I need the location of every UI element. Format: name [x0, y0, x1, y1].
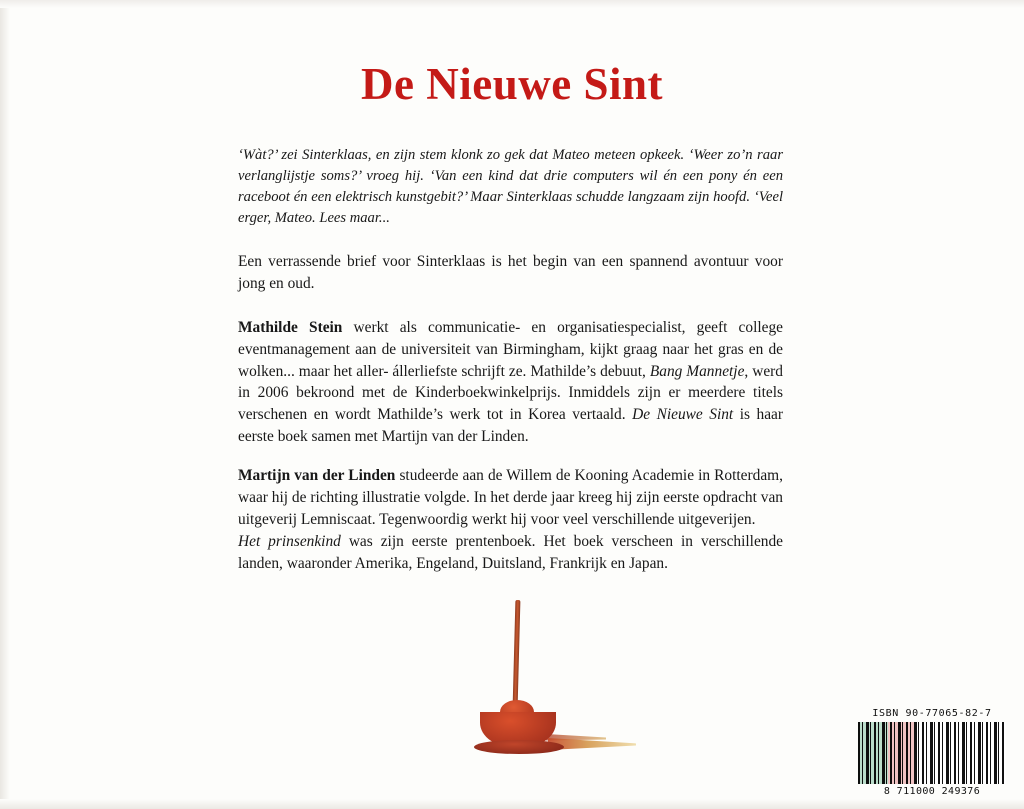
staff-icon: [513, 600, 521, 708]
author1-work-1: Bang Mannetje: [649, 362, 745, 380]
scan-edge-bottom: [0, 799, 1024, 809]
author-name-martijn-van-der-linden: Martijn van der Linden: [238, 467, 396, 484]
author1-text-2: , werd in 2006 bekroond met de Kinderboekwinkelprijs. Inmiddels zijn er meerdere titels verschenen en wordt Mathilde’s werk tot in Korea vertaald.: [238, 362, 783, 424]
author-bio-mathilde-stein: [238, 317, 783, 448]
author2-text-1: studeerde aan de Willem de Kooning Academie in Rotterdam, waar hij de richting illustratie volgde. In het derde jaar kreeg hij zijn eerste opdracht van uitgeverij Lemniscaat. Tegenwoordig werkt hij voor veel verschillende uitgeverijen.: [238, 467, 783, 528]
scan-edge-left: [0, 0, 10, 809]
isbn-text: ISBN 90-77065-82-7: [872, 708, 992, 719]
author-bio-martijn-van-der-linden: [238, 465, 783, 531]
blurb-paragraph: ‘Wàt?’ zei Sinterklaas, en zijn stem klonk zo gek dat Mateo meteen opkeek. ‘Weer zo’n raar verlanglijstje soms?’ vroeg hij. ‘Van een kind dat drie computers wil én een pony én een raceboot én een elektrisch kunstgebit?’ Maar Sinterklaas schudde langzaam zijn hoofd. ‘Veel erger, Mateo. Lees maar...: [238, 147, 783, 226]
author1-text-3: is haar eerste boek samen met Martijn van der Linden.: [238, 406, 783, 446]
author2-work-1: Het prinsenkind: [238, 532, 341, 550]
author1-text-1: werkt als communicatie- en organisatiespecialist, geeft college eventmanagement aan de universiteit van Birmingham, kijkt graag naar het gras en de wolken... maar het aller- állerliefste schrijft ze. Mathilde’s debuut,: [238, 318, 783, 380]
back-cover-text: [238, 145, 783, 591]
book-title: De Nieuwe Sint: [361, 59, 663, 109]
barcode-block: [858, 708, 1006, 797]
barcode-icon: [858, 722, 1006, 784]
scan-edge-top: [0, 0, 1024, 8]
sint-illustration: [452, 600, 652, 770]
barcode-digits: 8 711000 249376: [883, 786, 981, 797]
author1-work-2: De Nieuwe Sint: [632, 406, 734, 424]
lead-paragraph: Een verrassende brief voor Sinterklaas is het begin van een spannend avontuur voor jong en oud.: [238, 253, 783, 292]
author2-second-paragraph: [238, 531, 783, 575]
author-name-mathilde-stein: Mathilde Stein: [238, 318, 343, 336]
author2-text-2: was zijn eerste prentenboek. Het boek verscheen in verschillende landen, waaronder Amerika, Engeland, Duitsland, Frankrijk en Japan.: [238, 532, 783, 572]
bell-base-shape: [474, 740, 564, 754]
